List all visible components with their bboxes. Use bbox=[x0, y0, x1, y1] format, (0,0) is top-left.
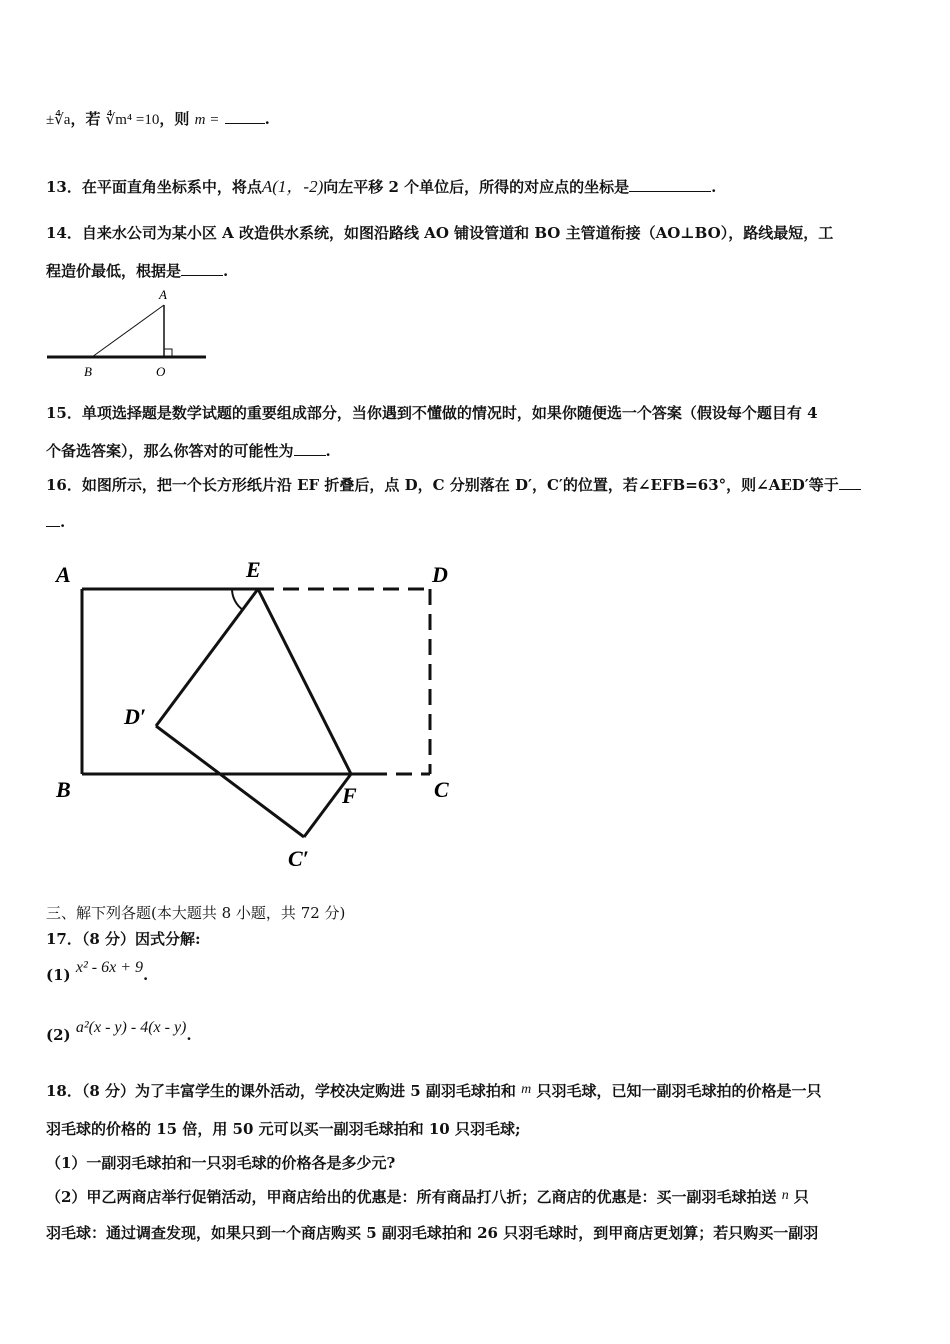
q18-var-n: n bbox=[781, 1188, 789, 1203]
q13-line: 13．在平面直角坐标系中，将点A(1，-2)向左平移 2 个单位后，所得的对应点的坐标是 . bbox=[46, 177, 717, 196]
q15-line2: 个备选答案），那么你答对的可能性为 . bbox=[46, 442, 331, 460]
q17-part2: (2) a²(x - y) - 4(x - y). bbox=[46, 1019, 192, 1044]
q18-sub1: （1）一副羽毛球拍和一只羽毛球的价格各是多少元? bbox=[46, 1154, 396, 1172]
q16-label-cp: C′ bbox=[288, 846, 309, 871]
q14-line1: 14．自来水公司为某小区 A 改造供水系统，如图沿路线 AO 铺设管道和 BO 主管道衔接（AO⊥BO），路线最短，工 bbox=[46, 224, 834, 242]
q18-sub2: （2）甲乙两商店举行促销活动，甲商店给出的优惠是：所有商品打八折；乙商店的优惠是：买一副羽毛球拍送 n 只 bbox=[46, 1188, 809, 1206]
q14-line2: 程造价最低，根据是 . bbox=[46, 262, 229, 280]
q14-label-o: O bbox=[156, 364, 166, 378]
q18-line1: 18．（8 分）为了丰富学生的课外活动，学校决定购进 5 副羽毛球拍和 m 只羽毛球，已知一副羽毛球拍的价格是一只 bbox=[46, 1082, 822, 1100]
section3-title: 三、解下列各题(本大题共 8 小题，共 72 分) bbox=[46, 904, 346, 922]
q17-expr1: x² - 6x + 9 bbox=[75, 959, 143, 976]
q16-label-a: A bbox=[56, 562, 71, 587]
q18-line-last: 羽毛球：通过调查发现，如果只到一个商店购买 5 副羽毛球拍和 26 只羽毛球时，到甲商店更划算；若只购买一副羽 bbox=[46, 1224, 819, 1242]
q16-angle-arc bbox=[232, 589, 243, 610]
q15-line1: 15．单项选择题是数学试题的重要组成部分，当你遇到不懂做的情况时，如果你随便选一个答案（假设每个题目有 4 bbox=[46, 404, 818, 422]
q16-label-f: F bbox=[342, 783, 357, 808]
q16-figure bbox=[46, 552, 476, 872]
q15-answer-blank[interactable] bbox=[294, 441, 326, 456]
q16-label-dp: D′ bbox=[124, 704, 147, 729]
q18-line2: 羽毛球的价格的 15 倍，用 50 元可以买一副羽毛球拍和 10 只羽毛球; bbox=[46, 1120, 521, 1138]
q14-label-b: B bbox=[84, 364, 92, 378]
q17-title: 17．（8 分）因式分解: bbox=[46, 930, 201, 948]
q14-answer-blank[interactable] bbox=[181, 261, 223, 276]
q16-label-b: B bbox=[56, 777, 71, 802]
q14-ab-line bbox=[92, 305, 164, 357]
q12-line: ±∜a，若 ∜m⁴ =10，则 m = . bbox=[46, 110, 270, 128]
q18-var-m: m bbox=[521, 1082, 532, 1097]
q14-label-a: A bbox=[159, 288, 167, 302]
q13-answer-blank[interactable] bbox=[629, 177, 711, 192]
q13-point: A(1，-2) bbox=[261, 177, 324, 196]
q16-line1: 16．如图所示，把一个长方形纸片沿 EF 折叠后，点 D，C 分别落在 D′，C′的位置，若∠EFB=63°，则∠AED′等于 bbox=[46, 474, 861, 495]
q17-expr2: a²(x - y) - 4(x - y) bbox=[75, 1019, 187, 1036]
q12-answer-blank[interactable] bbox=[225, 109, 265, 124]
q16-dc-prime bbox=[156, 726, 304, 837]
q16-ef-fold bbox=[258, 589, 351, 774]
q12-radical: ±∜a bbox=[46, 112, 71, 128]
q14-figure bbox=[44, 288, 214, 378]
q16-label-d: D bbox=[432, 562, 448, 587]
q16-label-e: E bbox=[246, 557, 261, 582]
q16-answer-blank-part1[interactable] bbox=[839, 475, 861, 490]
q17-part1: (1) x² - 6x + 9. bbox=[46, 959, 149, 984]
q16-line2: . bbox=[46, 512, 65, 531]
q12-condition: ∜m⁴ =10 bbox=[105, 112, 160, 128]
q16-answer-blank-part2[interactable] bbox=[46, 512, 60, 527]
q16-label-c: C bbox=[434, 777, 449, 802]
q12-m-eq: m = bbox=[194, 112, 220, 128]
